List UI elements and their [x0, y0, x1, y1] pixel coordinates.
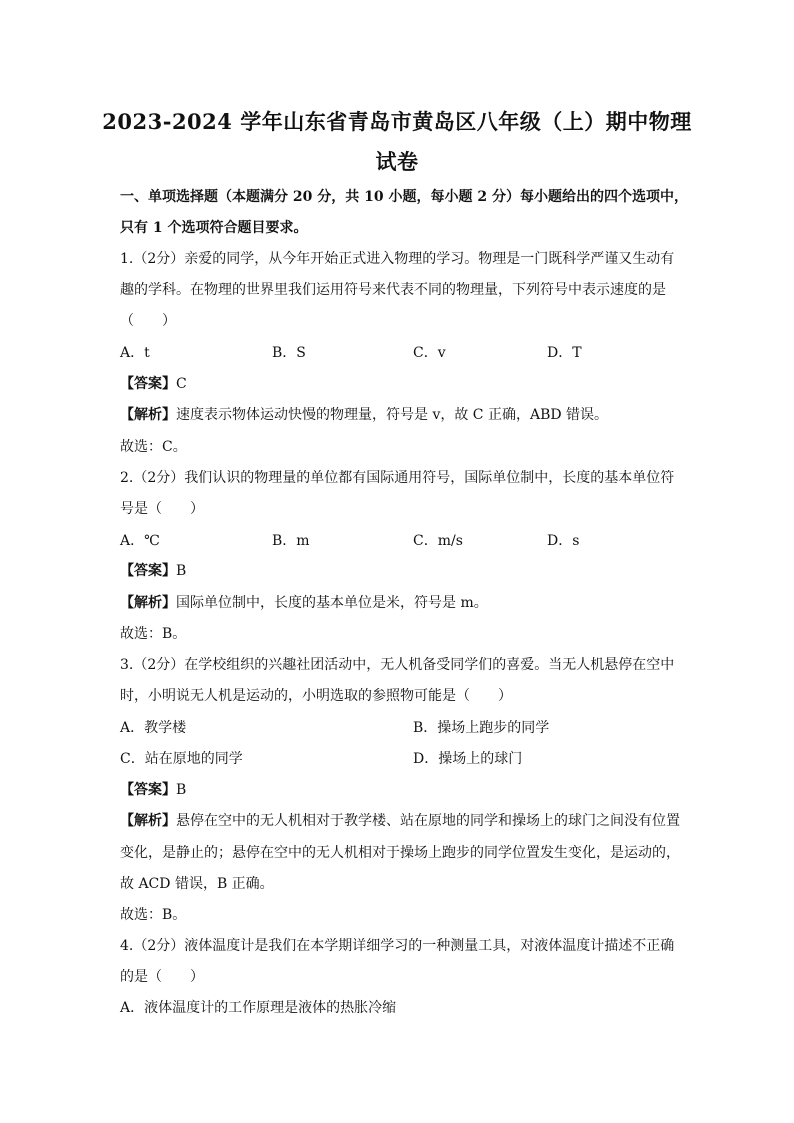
document-title-line-2: 试卷: [375, 149, 419, 174]
question-2-answer: [120, 560, 186, 580]
question-2-conclusion: 故选：B。: [120, 626, 187, 642]
section-heading-line-2: 只有 1 个选项符合题目要求。: [120, 220, 308, 236]
question-3-analysis-line-1: [120, 810, 680, 830]
question-1-option-b: B．S: [272, 345, 306, 361]
question-3-analysis-line-3: 故 ACD 错误，B 正确。: [120, 876, 274, 892]
question-2-text-line-2: 号是（ ）: [120, 501, 204, 517]
answer-tag: 【答案】: [120, 563, 176, 579]
section-heading-line-1: 一、单项选择题（本题满分 20 分，共 10 小题，每小题 2 分）每小题给出的四个选项中，: [120, 189, 688, 205]
question-3-option-c: C．站在原地的同学: [120, 751, 243, 767]
answer-value: C: [176, 376, 187, 392]
question-1-option-d: D．T: [547, 345, 582, 361]
question-3-option-d: D．操场上的球门: [413, 751, 523, 767]
question-2-text-line-1: 2.（2分）我们认识的物理量的单位都有国际通用符号，国际单位制中，长度的基本单位符: [120, 470, 675, 486]
question-2-analysis-line-1: [120, 592, 488, 612]
document-title-line-1: 2023-2024 学年山东省青岛市黄岛区八年级（上）期中物理: [102, 109, 692, 134]
answer-value: B: [176, 563, 187, 579]
analysis-tag: 【解析】: [120, 595, 176, 611]
question-1-option-c: C．v: [413, 345, 446, 361]
question-2-option-a: A．℃: [120, 533, 160, 549]
question-1-text-line-1: 1.（2分）亲爱的同学，从今年开始正式进入物理的学习。物理是一门既科学严谨又生动有: [120, 251, 675, 267]
analysis-tag: 【解析】: [120, 407, 176, 423]
answer-tag: 【答案】: [120, 376, 176, 392]
question-1-analysis-line-1: [120, 404, 608, 424]
question-3-conclusion: 故选：B。: [120, 907, 187, 923]
analysis-text: 速度表示物体运动快慢的物理量，符号是 v，故 C 正确，ABD 错误。: [176, 407, 609, 423]
question-2-option-c: C．m/s: [413, 533, 463, 549]
question-1-text-line-2: 趣的学科。在物理的世界里我们运用符号来代表不同的物理量，下列符号中表示速度的是: [120, 282, 666, 298]
question-3-text-line-2: 时，小明说无人机是运动的，小明选取的参照物可能是（ ）: [120, 688, 512, 704]
question-4-text-line-2: 的是（ ）: [120, 969, 204, 985]
question-3-option-a: A．教学楼: [120, 720, 187, 736]
answer-value: B: [176, 782, 187, 798]
question-1-conclusion: 故选：C。: [120, 439, 187, 455]
question-1-answer: [120, 373, 187, 393]
question-2-option-d: D．s: [547, 533, 580, 549]
question-3-answer: [120, 779, 186, 799]
question-3-analysis-line-2: 变化，是静止的；悬停在空中的无人机相对于操场上跑步的同学位置发生变化，是运动的，: [120, 845, 680, 861]
question-4-option-a: A．液体温度计的工作原理是液体的热胀冷缩: [120, 1000, 397, 1016]
answer-tag: 【答案】: [120, 782, 176, 798]
question-4-text-line-1: 4.（2分）液体温度计是我们在本学期详细学习的一种测量工具，对液体温度计描述不正确: [120, 938, 675, 954]
question-3-text-line-1: 3.（2分）在学校组织的兴趣社团活动中，无人机备受同学们的喜爱。当无人机悬停在空中: [120, 657, 675, 673]
analysis-text: 国际单位制中，长度的基本单位是米，符号是 m。: [176, 595, 488, 611]
question-1-text-line-3: （ ）: [120, 313, 176, 329]
question-3-option-b: B．操场上跑步的同学: [413, 720, 550, 736]
question-1-option-a: A．t: [120, 345, 150, 361]
analysis-text: 悬停在空中的无人机相对于教学楼、站在原地的同学和操场上的球门之间没有位置: [176, 813, 680, 829]
question-2-option-b: B．m: [272, 533, 310, 549]
analysis-tag: 【解析】: [120, 813, 176, 829]
